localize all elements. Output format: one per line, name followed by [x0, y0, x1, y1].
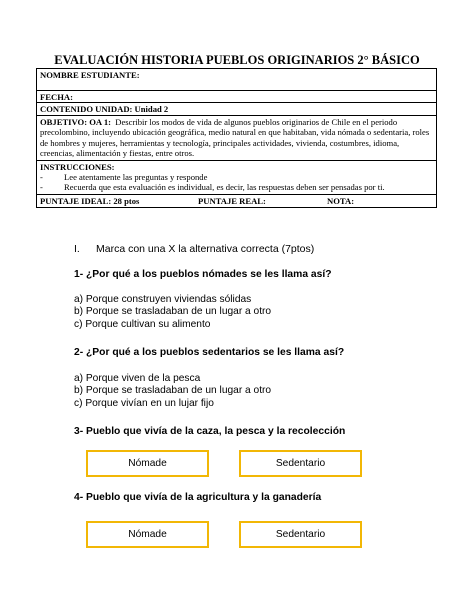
question-2-options: [74, 373, 271, 410]
question-3: 3- Pueblo que vivía de la caza, la pesca y la recolección: [74, 426, 346, 437]
objective-row: [37, 116, 436, 161]
score-ideal: PUNTAJE IDEAL: 28 ptos: [40, 195, 140, 206]
objective-label: OBJETIVO: OA 1:: [40, 117, 111, 128]
score-row: [37, 195, 436, 207]
option-b[interactable]: b) Porque se trasladaban de un lugar a otro: [74, 385, 272, 397]
question-1-options: [74, 294, 271, 331]
objective-text: Describir los modos de vida de algunos pueblos originarios de Chile en el periodo precolombino, incluyendo ubicación geográfica, medio natural en que habitaban, vida nómada o sedentaria, roles de hombres y mujeres, herramientas y tecnología, principales actividades, vivienda, costumbres, idioma, creencias, alimentación y fiestas, entre otros.: [40, 117, 430, 158]
instructions-label: INSTRUCCIONES:: [40, 162, 115, 173]
option-c[interactable]: c) Porque vivían en un lujar fijo: [74, 397, 214, 409]
score-real: PUNTAJE REAL:: [198, 195, 266, 206]
student-name-label: NOMBRE ESTUDIANTE:: [40, 70, 140, 80]
section-text: Marca con una X la alternativa correcta (7ptos): [96, 243, 315, 255]
section-number: I.: [74, 243, 80, 255]
question-2: 2- ¿Por qué a los pueblos sedentarios se les llama así?: [74, 347, 345, 358]
instruction-text: Lee atentamente las preguntas y responde: [64, 172, 208, 183]
q3-sedentario-box[interactable]: Sedentario: [239, 450, 362, 477]
question-4: 4- Pueblo que vivía de la agricultura y la ganadería: [74, 492, 322, 503]
q4-nomade-box[interactable]: Nómade: [86, 521, 209, 548]
grade-label: NOTA:: [327, 195, 355, 206]
instruction-text: Recuerda que esta evaluación es individual, es decir, las respuestas deben ser pensadas por ti.: [64, 182, 385, 193]
instruction-dash: -: [40, 172, 43, 183]
q3-nomade-box[interactable]: Nómade: [86, 450, 209, 477]
option-b[interactable]: b) Porque se trasladaban de un lugar a otro: [74, 306, 272, 318]
page-title: EVALUACIÓN HISTORIA PUEBLOS ORIGINARIOS 2° BÁSICO: [54, 53, 420, 67]
option-a[interactable]: a) Porque construyen viviendas sólidas: [74, 294, 252, 305]
section-heading: [74, 243, 314, 255]
question-1: 1- ¿Por qué a los pueblos nómades se les llama así?: [74, 269, 332, 280]
instruction-item: [40, 172, 433, 182]
date-label: FECHA:: [40, 92, 73, 102]
option-a[interactable]: a) Porque viven de la pesca: [74, 373, 201, 384]
option-c[interactable]: c) Porque cultivan su alimento: [74, 318, 211, 330]
instruction-item: [40, 182, 433, 192]
student-name-row: [37, 69, 436, 91]
instructions-row: [37, 161, 436, 195]
info-table: [36, 68, 437, 208]
unit-row: [37, 103, 436, 116]
instruction-dash: -: [40, 182, 43, 193]
date-row: [37, 91, 436, 103]
q4-sedentario-box[interactable]: Sedentario: [239, 521, 362, 548]
unit-label: CONTENIDO UNIDAD: Unidad 2: [40, 104, 169, 114]
